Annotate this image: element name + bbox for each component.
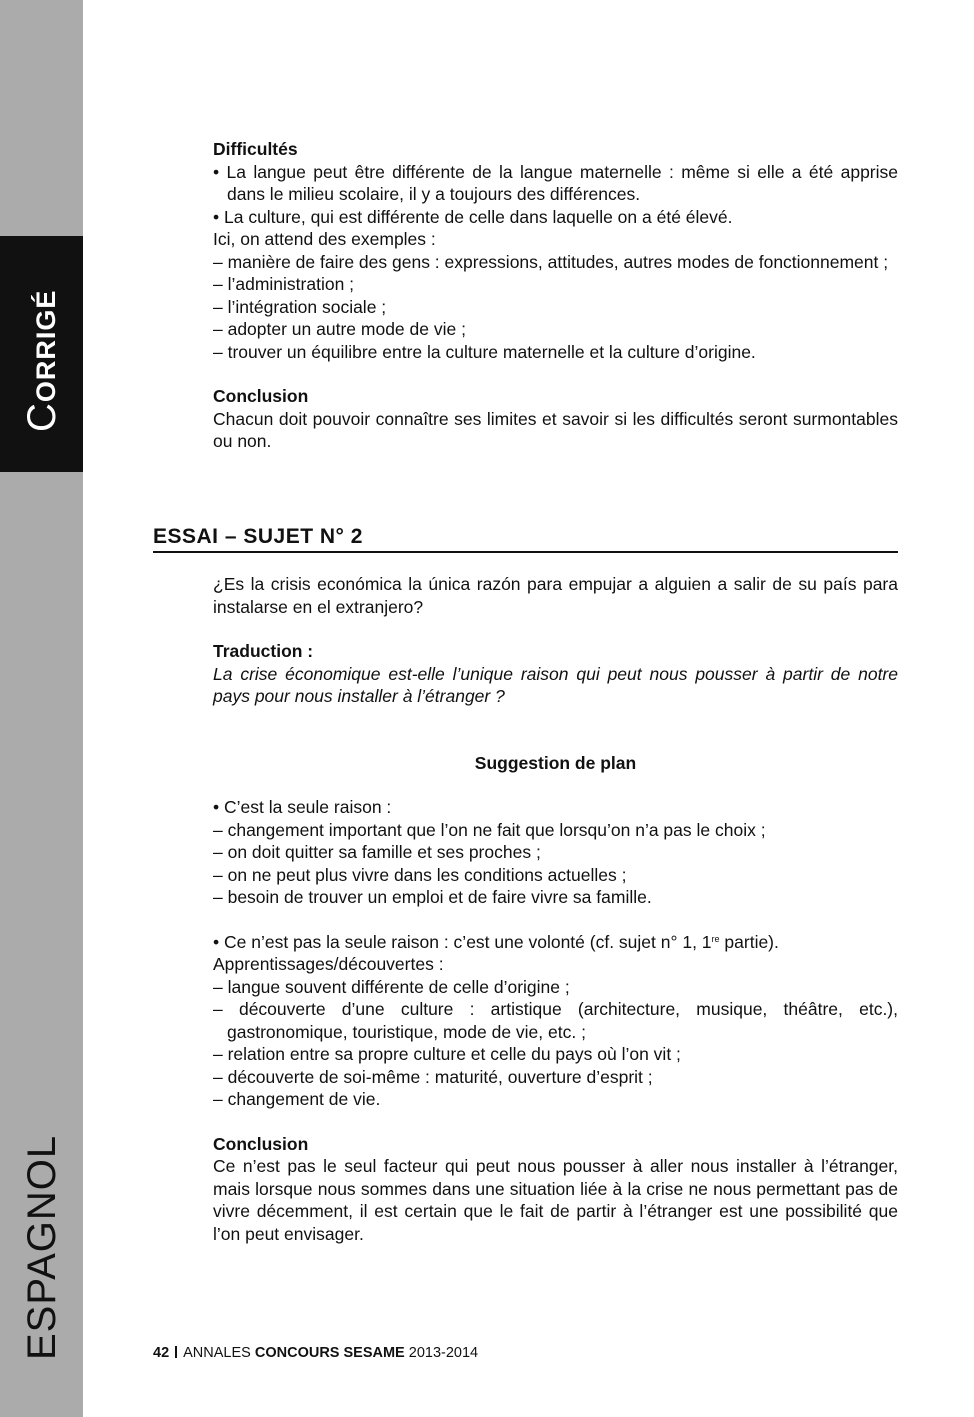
paragraph: Ici, on attend des exemples : [213,229,436,249]
list-item: • La culture, qui est différente de celle dans laquelle on a été élevé. [213,206,733,227]
page-footer [153,1345,478,1361]
footer-years: 2013-2014 [408,1345,479,1361]
conclusion-text: Chacun doit pouvoir connaître ses limites et savoir si les difficultés seront surmontables ou non. [213,408,898,451]
list-item: • C’est la seule raison : [213,797,392,817]
list-item: – l’administration ; [213,274,355,294]
corrige-label: CORRIGÉ [20,289,64,432]
list-item: – changement important que l’on ne fait que lorsqu’on n’a pas le choix ; [213,819,766,840]
footer-concours: CONCOURS SESAME [254,1345,405,1361]
essai-block [213,573,898,1245]
conclusion-heading: Conclusion [213,386,309,406]
conclusion-text: Ce n’est pas le seul facteur qui peut nous pousser à aller nous installer à l’étranger, mais lorsque nous sommes dans une situation liée à la crise ne nous permettant pas de vivre décemment, il est certain que le fait de partir à l’étranger est une possibilité que l’on peut envisager. [213,1156,898,1244]
list-item: – on ne peut plus vivre dans les conditions actuelles ; [213,864,627,885]
list-item: – on doit quitter sa famille et ses proches ; [213,842,541,862]
list-item: – découverte de soi-même : maturité, ouverture d’esprit ; [213,1066,653,1087]
list-item: – langue souvent différente de celle d’origine ; [213,976,570,997]
subject-label: ESPAGNOL [20,1134,64,1360]
list-item: – trouver un équilibre entre la culture maternelle et la culture d’origine. [213,341,756,362]
footer-annales: ANNALES [183,1345,251,1361]
plan-title: Suggestion de plan [474,752,637,773]
footer-separator [175,1346,177,1358]
difficultes-block [213,138,898,453]
traduction-text: La crise économique est-elle l’unique raison qui peut nous pousser à partir de notre pays pour nous installer à l’étranger ? [213,663,898,706]
list-item: – manière de faire des gens : expressions, attitudes, autres modes de fonctionnement ; [213,251,889,272]
traduction-heading: Traduction : [213,641,314,661]
section-title: ESSAI – SUJET N° 2 [153,524,898,553]
difficultes-heading: Difficultés [213,139,298,159]
list-item: – découverte d’une culture : artistique (architecture, musique, théâtre, etc.), gastronomique, touristique, mode de vie, etc. ; [213,999,898,1042]
list-item: • La langue peut être différente de la langue maternelle : même si elle a été apprise dans le milieu scolaire, il y a toujours des différences. [213,161,898,204]
paragraph: Apprentissages/découvertes : [213,954,444,974]
page-number: 42 [153,1345,170,1361]
conclusion-heading: Conclusion [213,1133,309,1154]
list-item: – l’intégration sociale ; [213,296,387,317]
list-item: – relation entre sa propre culture et celle du pays où l’on vit ; [213,1044,681,1064]
list-item: – changement de vie. [213,1089,381,1109]
list-item: • Ce n’est pas la seule raison : c’est une volonté (cf. sujet n° 1, 1re partie). [213,931,779,952]
list-item: – besoin de trouver un emploi et de faire vivre sa famille. [213,887,652,907]
question-text: ¿Es la crisis económica la única razón para empujar a alguien a salir de su país para instalarse en el extranjero? [213,574,898,617]
list-item: – adopter un autre mode de vie ; [213,319,466,339]
